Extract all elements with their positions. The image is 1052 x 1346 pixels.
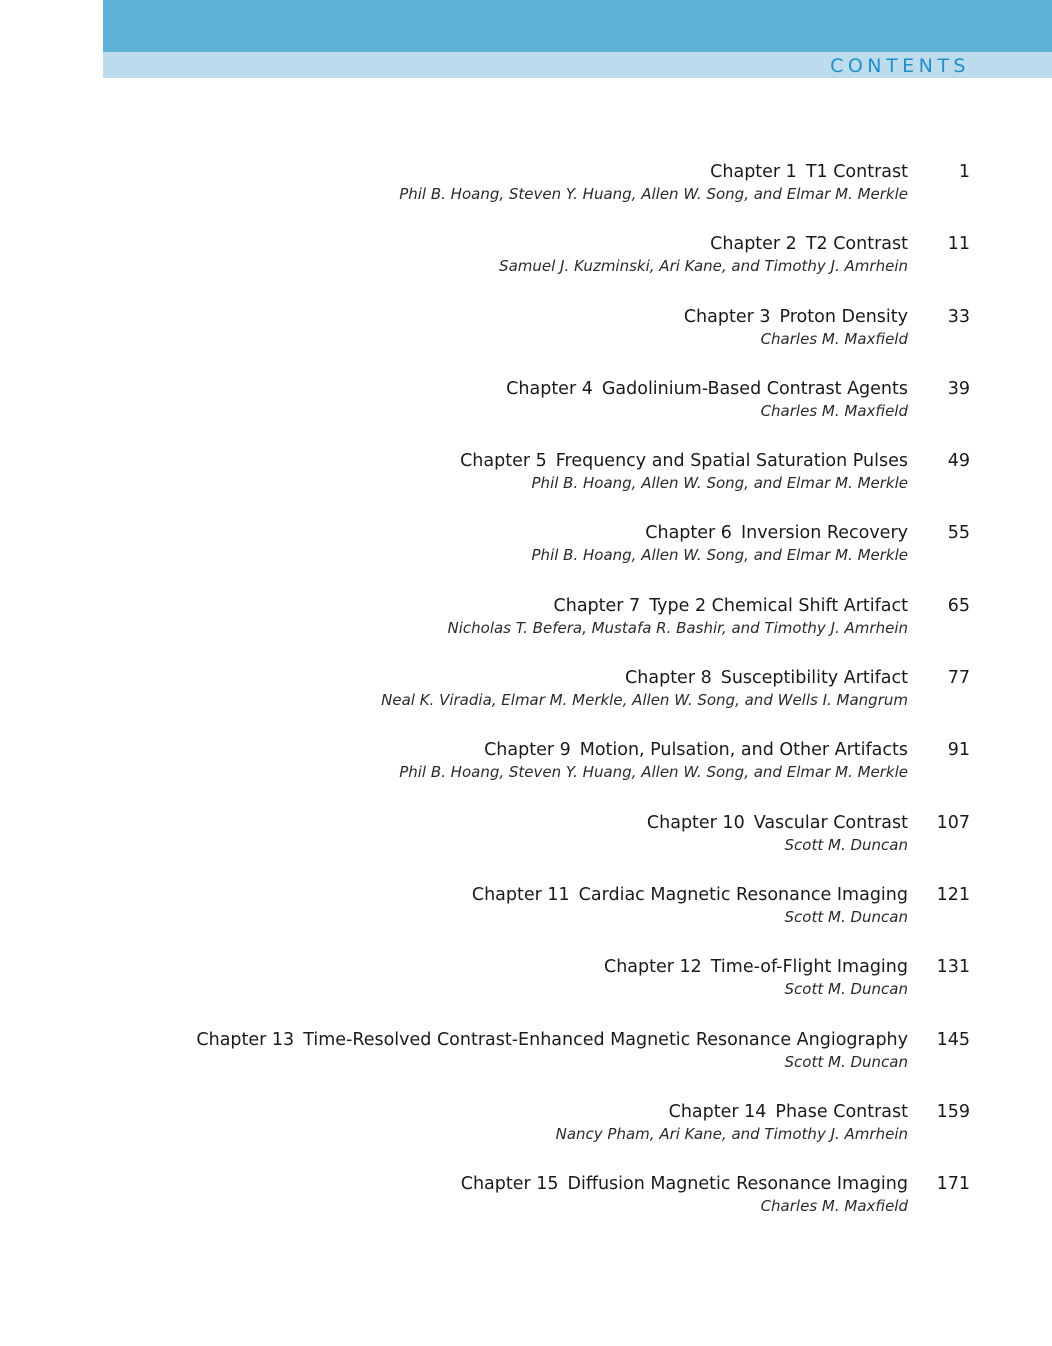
chapter-heading[interactable] [710, 230, 908, 258]
chapter-title: Time-of-Flight Imaging [710, 957, 908, 978]
chapter-title: Phase Contrast [775, 1101, 908, 1122]
chapter-authors: Samuel J. Kuzminski, Ari Kane, and Timothy J. Amrhein [499, 257, 908, 276]
chapter-title: Diffusion Magnetic Resonance Imaging [567, 1174, 908, 1195]
chapter-number: Chapter 1 [710, 162, 797, 182]
chapter-authors: Charles M. Maxfield [760, 401, 908, 420]
chapter-page-number: 107 [936, 812, 970, 833]
toc-entry-2[interactable] [0, 230, 1052, 302]
chapter-number: Chapter 15 [460, 1174, 559, 1195]
chapter-page-number: 65 [947, 595, 970, 616]
chapter-title: Vascular Contrast [753, 812, 908, 833]
chapter-title: Proton Density [779, 306, 908, 327]
chapter-authors: Phil B. Hoang, Allen W. Song, and Elmar M. Merkle [531, 474, 908, 493]
table-of-contents [0, 158, 1052, 1242]
chapter-number: Chapter 2 [710, 234, 797, 255]
chapter-page-number: 91 [947, 740, 970, 761]
chapter-heading[interactable] [460, 447, 908, 475]
chapter-authors: Scott M. Duncan [784, 907, 908, 926]
chapter-page-number: 145 [936, 1029, 970, 1050]
chapter-heading[interactable] [645, 519, 908, 547]
chapter-title: T2 Contrast [805, 234, 908, 255]
chapter-title: Time-Resolved Contrast-Enhanced Magnetic Resonance Angiography [303, 1029, 908, 1050]
chapter-authors: Scott M. Duncan [784, 980, 908, 999]
chapter-title: Cardiac Magnetic Resonance Imaging [578, 884, 908, 905]
chapter-number: Chapter 10 [646, 812, 745, 833]
chapter-heading[interactable] [625, 664, 908, 692]
chapter-title: Type 2 Chemical Shift Artifact [649, 595, 908, 616]
chapter-number: Chapter 6 [645, 523, 732, 544]
chapter-page-number: 121 [936, 884, 970, 905]
chapter-page-number: 77 [947, 668, 970, 689]
chapter-page-number: 39 [947, 378, 970, 399]
toc-entry-10[interactable] [0, 809, 1052, 881]
toc-entry-8[interactable] [0, 664, 1052, 736]
chapter-number: Chapter 11 [471, 884, 570, 905]
chapter-number: Chapter 8 [625, 668, 712, 689]
chapter-heading[interactable] [554, 592, 908, 620]
chapter-authors: Phil B. Hoang, Steven Y. Huang, Allen W. Song, and Elmar M. Merkle [399, 185, 908, 203]
toc-entry-15[interactable] [0, 1170, 1052, 1242]
toc-entry-3[interactable] [0, 303, 1052, 375]
chapter-title: T1 Contrast [805, 162, 908, 182]
toc-entry-11[interactable] [0, 881, 1052, 953]
chapter-authors: Neal K. Viradia, Elmar M. Merkle, Allen W. Song, and Wells I. Mangrum [381, 691, 908, 710]
page-title: CONTENTS [830, 55, 970, 77]
chapter-authors: Phil B. Hoang, Steven Y. Huang, Allen W. Song, and Elmar M. Merkle [399, 763, 908, 782]
chapter-heading[interactable] [196, 1026, 908, 1054]
chapter-heading[interactable] [669, 1098, 908, 1126]
header-band [103, 0, 1052, 52]
chapter-number: Chapter 4 [506, 378, 593, 399]
chapter-number: Chapter 3 [683, 306, 771, 327]
chapter-heading[interactable] [472, 881, 908, 909]
chapter-page-number: 11 [947, 234, 970, 255]
chapter-page-number: 131 [936, 957, 970, 978]
chapter-title: Frequency and Spatial Saturation Pulses [555, 451, 908, 472]
toc-entry-12[interactable] [0, 953, 1052, 1025]
toc-entry-14[interactable] [0, 1098, 1052, 1170]
chapter-heading[interactable] [647, 809, 908, 837]
chapter-heading[interactable] [506, 375, 908, 403]
chapter-number: Chapter 13 [196, 1029, 295, 1050]
chapter-authors: Nicholas T. Befera, Mustafa R. Bashir, and Timothy J. Amrhein [447, 618, 908, 637]
chapter-number: Chapter 12 [603, 957, 702, 978]
chapter-heading[interactable] [604, 953, 908, 981]
chapter-authors: Scott M. Duncan [784, 1052, 908, 1071]
toc-entry-6[interactable] [0, 519, 1052, 591]
chapter-authors: Charles M. Maxfield [760, 1197, 908, 1216]
toc-entry-5[interactable] [0, 447, 1052, 519]
chapter-heading[interactable] [461, 1170, 908, 1198]
chapter-title: Gadolinium-Based Contrast Agents [601, 378, 908, 399]
chapter-number: Chapter 5 [460, 451, 547, 472]
chapter-page-number: 49 [947, 451, 970, 472]
chapter-authors: Charles M. Maxfield [760, 329, 908, 348]
chapter-page-number: 55 [947, 523, 970, 544]
chapter-title: Susceptibility Artifact [720, 668, 908, 689]
chapter-page-number: 33 [947, 306, 970, 327]
chapter-number: Chapter 7 [553, 595, 641, 616]
chapter-authors: Phil B. Hoang, Allen W. Song, and Elmar M. Merkle [531, 546, 908, 565]
chapter-authors: Scott M. Duncan [784, 835, 908, 854]
toc-entry-7[interactable] [0, 592, 1052, 664]
chapter-number: Chapter 9 [484, 740, 571, 761]
chapter-number: Chapter 14 [668, 1101, 767, 1122]
chapter-page-number: 1 [958, 162, 970, 182]
chapter-title: Motion, Pulsation, and Other Artifacts [579, 740, 908, 761]
toc-entry-9[interactable] [0, 736, 1052, 808]
toc-entry-13[interactable] [0, 1026, 1052, 1098]
chapter-page-number: 159 [936, 1101, 970, 1122]
chapter-page-number: 171 [936, 1174, 970, 1195]
toc-entry-1[interactable] [0, 158, 1052, 230]
chapter-heading[interactable] [684, 303, 908, 331]
chapter-heading[interactable] [710, 158, 908, 186]
chapter-authors: Nancy Pham, Ari Kane, and Timothy J. Amrhein [555, 1124, 908, 1143]
chapter-heading[interactable] [484, 736, 908, 764]
chapter-title: Inversion Recovery [740, 523, 908, 544]
toc-entry-4[interactable] [0, 375, 1052, 447]
